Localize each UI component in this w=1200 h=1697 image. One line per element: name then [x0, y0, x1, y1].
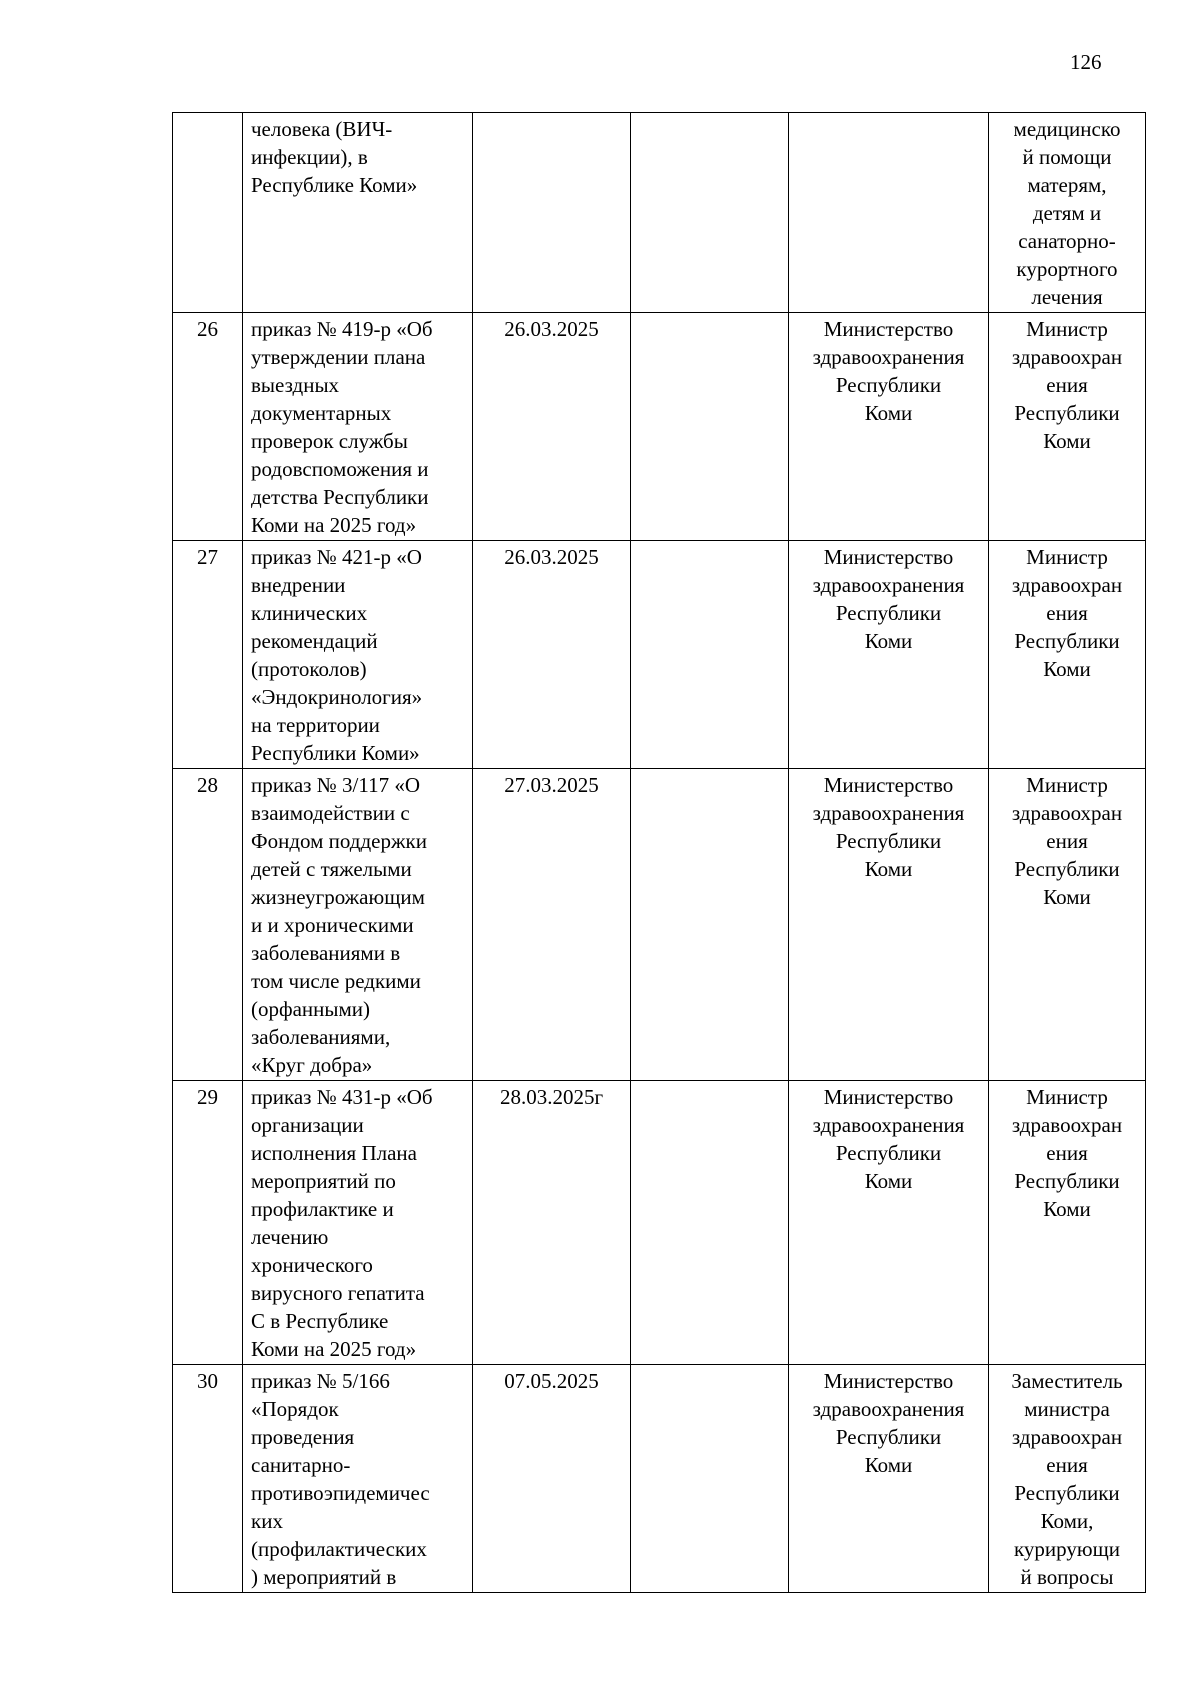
- row-number-cell: 30: [173, 1365, 243, 1593]
- responsible-cell: Министр здравоохран ения Республики Коми: [989, 313, 1146, 541]
- table-row: [173, 541, 1146, 769]
- responsible-cell: Министр здравоохран ения Республики Коми: [989, 1081, 1146, 1365]
- document-title-cell: приказ № 5/166 «Порядок проведения санитарно- противоэпидемичес ких (профилактических ) мероприятий в: [243, 1365, 473, 1593]
- date-cell: 26.03.2025: [473, 541, 631, 769]
- responsible-cell: Министр здравоохран ения Республики Коми: [989, 769, 1146, 1081]
- document-title-cell: приказ № 431-р «Об организации исполнения Плана мероприятий по профилактике и лечению хронического вирусного гепатита С в Республике Коми на 2025 год»: [243, 1081, 473, 1365]
- blank-cell: [631, 1365, 789, 1593]
- document-table: [172, 112, 1146, 1593]
- organization-cell: Министерство здравоохранения Республики Коми: [789, 769, 989, 1081]
- document-title-cell: приказ № 419-р «Об утверждении плана выездных документарных проверок службы родовспоможения и детства Республики Коми на 2025 год»: [243, 313, 473, 541]
- row-number-cell: 29: [173, 1081, 243, 1365]
- organization-cell: Министерство здравоохранения Республики Коми: [789, 313, 989, 541]
- blank-cell: [631, 1081, 789, 1365]
- date-cell: 07.05.2025: [473, 1365, 631, 1593]
- date-cell: 27.03.2025: [473, 769, 631, 1081]
- organization-cell: Министерство здравоохранения Республики Коми: [789, 541, 989, 769]
- organization-cell: [789, 113, 989, 313]
- document-title-cell: приказ № 421-р «О внедрении клинических рекомендаций (протоколов) «Эндокринология» на территории Республики Коми»: [243, 541, 473, 769]
- responsible-cell: Заместитель министра здравоохран ения Республики Коми, курирующи й вопросы: [989, 1365, 1146, 1593]
- table-row: [173, 1081, 1146, 1365]
- blank-cell: [631, 541, 789, 769]
- row-number-cell: [173, 113, 243, 313]
- blank-cell: [631, 769, 789, 1081]
- document-title-cell: человека (ВИЧ- инфекции), в Республике Коми»: [243, 113, 473, 313]
- table-row: [173, 769, 1146, 1081]
- responsible-cell: медицинско й помощи матерям, детям и санаторно- курортного лечения: [989, 113, 1146, 313]
- table-row: [173, 1365, 1146, 1593]
- date-cell: [473, 113, 631, 313]
- organization-cell: Министерство здравоохранения Республики Коми: [789, 1081, 989, 1365]
- organization-cell: Министерство здравоохранения Республики Коми: [789, 1365, 989, 1593]
- date-cell: 26.03.2025: [473, 313, 631, 541]
- blank-cell: [631, 113, 789, 313]
- document-title-cell: приказ № 3/117 «О взаимодействии с Фондом поддержки детей с тяжелыми жизнеугрожающим и и хроническими заболеваниями в том числе редкими (орфанными) заболеваниями, «Круг добра»: [243, 769, 473, 1081]
- responsible-cell: Министр здравоохран ения Республики Коми: [989, 541, 1146, 769]
- table-row: [173, 313, 1146, 541]
- date-cell: 28.03.2025г: [473, 1081, 631, 1365]
- blank-cell: [631, 313, 789, 541]
- row-number-cell: 26: [173, 313, 243, 541]
- page-number: 126: [1070, 50, 1102, 74]
- row-number-cell: 28: [173, 769, 243, 1081]
- row-number-cell: 27: [173, 541, 243, 769]
- table-row: [173, 113, 1146, 313]
